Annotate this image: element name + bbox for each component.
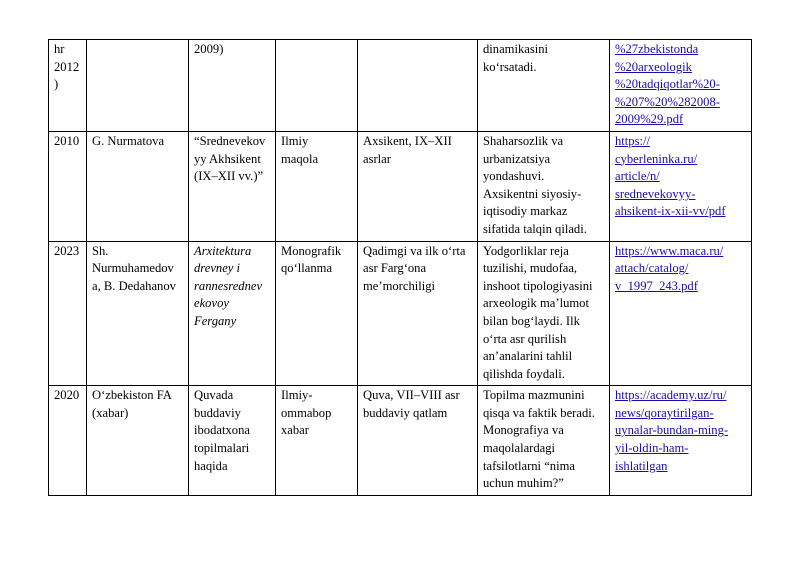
type-cell	[276, 40, 358, 132]
author-cell: G. Nurmatova	[87, 131, 189, 241]
summary-cell: Topilma mazmunini qisqa va faktik beradi. Monografiya va maqolalardagi tafsilotlarni “nima uchun muhim?”	[478, 386, 610, 496]
summary-cell: dinamikasini ko‘rsatadi.	[478, 40, 610, 132]
source-link[interactable]: https:// cyberleninka.ru/ article/n/ srednevekovyy- ahsikent-ix-xii-vv/pdf	[615, 133, 726, 219]
author-cell	[87, 40, 189, 132]
author-cell: O‘zbekiston FA (xabar)	[87, 386, 189, 496]
table-row	[49, 131, 752, 241]
link-cell	[610, 40, 752, 132]
type-cell: Monografik qo‘llanma	[276, 241, 358, 386]
title-cell: 2009)	[189, 40, 276, 132]
topic-cell: Qadimgi va ilk o‘rta asr Farg‘ona me’morchiligi	[358, 241, 478, 386]
topic-cell	[358, 40, 478, 132]
summary-cell: Yodgorliklar reja tuzilishi, mudofaa, inshoot tipologiyasini arxeologik ma’lumot bilan bog‘laydi. Ilk o‘rta asr qurilish an’analarini tahlil qilishda foydali.	[478, 241, 610, 386]
link-cell	[610, 386, 752, 496]
link-cell	[610, 241, 752, 386]
year-cell: hr 2012 )	[49, 40, 87, 132]
table-row	[49, 386, 752, 496]
title-cell: Arxitektura drevney i rannesrednev ekovoy Fergany	[189, 241, 276, 386]
year-cell: 2023	[49, 241, 87, 386]
title-cell: “Srednevekov yy Akhsikent (IX–XII vv.)”	[189, 131, 276, 241]
source-link[interactable]: %27zbekistonda %20arxeologik %20tadqiqotlar%20- %207%20%282008- 2009%29.pdf	[615, 42, 720, 127]
type-cell: Ilmiy- ommabop xabar	[276, 386, 358, 496]
type-cell: Ilmiy maqola	[276, 131, 358, 241]
topic-cell: Quva, VII–VIII asr buddaviy qatlam	[358, 386, 478, 496]
sources-table	[48, 39, 752, 496]
link-cell	[610, 131, 752, 241]
summary-cell: Shaharsozlik va urbanizatsiya yondashuvi. Axsikentni siyosiy- iqtisodiy markaz sifatida talqin qiladi.	[478, 131, 610, 241]
topic-cell: Axsikent, IX–XII asrlar	[358, 131, 478, 241]
source-link[interactable]: https://www.maca.ru/ attach/catalog/ v_1997_243.pdf	[615, 243, 724, 293]
author-cell: Sh. Nurmuhamedov a, B. Dedahanov	[87, 241, 189, 386]
table-row	[49, 241, 752, 386]
table-row	[49, 40, 752, 132]
title-cell: Quvada buddaviy ibodatxona topilmalari haqida	[189, 386, 276, 496]
source-link[interactable]: https://academy.uz/ru/ news/qoraytirilgan- uynalar-bundan-ming- yil-oldin-ham- ishlatilgan	[615, 388, 729, 473]
year-cell: 2020	[49, 386, 87, 496]
year-cell: 2010	[49, 131, 87, 241]
